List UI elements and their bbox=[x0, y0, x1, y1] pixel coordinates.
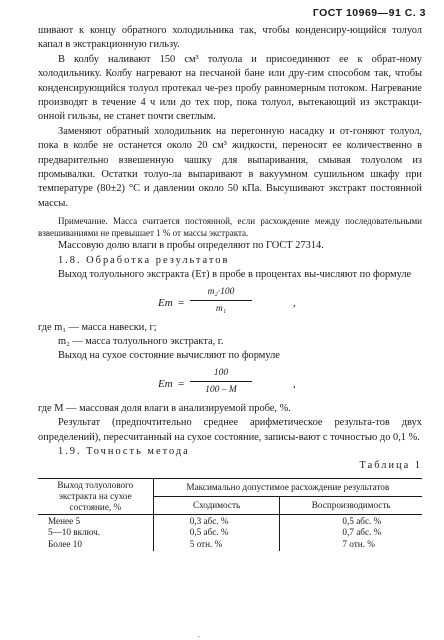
formula-1-lhs: Eт bbox=[158, 296, 173, 309]
formula-2-numerator: 100 bbox=[190, 366, 252, 382]
repeatability-value: 5 отн. % bbox=[189, 538, 223, 549]
table-header-repeatability: Сходимость bbox=[153, 496, 280, 514]
definition-m2: m₂ — масса толуольного экстракта, г. bbox=[58, 335, 224, 347]
paragraph-4: Массовую долю влаги в пробы определяют по ГОСТ 27314. bbox=[58, 240, 324, 252]
yield-value: 5—10 включ. bbox=[48, 527, 101, 538]
paragraph-2: В колбу наливают 150 см³ толуола и присоединяют ее к обрат-ному холодильнику. Колбу нагревают на песчаной бане или дру-гим способом так, чтобы конденсирующийся толуол протекал че-рез пробу равномерным потоком. Нагревание производят в течение 4 ч или до тех пор, пока толуол, вытекающий из экстракци-онной гильзы, не станет почти светлым. bbox=[38, 53, 422, 123]
formula-1-denominator: m₁ bbox=[215, 303, 227, 314]
formula-2-definitions bbox=[38, 402, 422, 416]
formula-1-fraction bbox=[190, 285, 252, 317]
page-footer-mark: . bbox=[198, 630, 200, 639]
paragraph-3: Заменяют обратный холодильник на перегонную насадку и от-гоняют толуол, пока в колбе не останется около 20 см³ жидкости, переносят ее количественно в предварительно взвешенную чашку для выпаривания, смывая толуолом из промывалки. Остатки толуо-ла выпаривают в вакуумном сушильном шкафу при температуре (80±2) °С и давлении около 50 кПа. Высушивают экстракт постоянной массы. bbox=[38, 125, 422, 209]
formula-2-denominator: 100 – M bbox=[205, 385, 237, 396]
page-header: ГОСТ 10969—91 С. 3 bbox=[312, 7, 426, 19]
note-paragraph: Примечание. Масса считается постоянной, если расхождение между последовательными взвешиваниями не превышает 1 % от массы экстракта. bbox=[38, 216, 422, 239]
paragraph-1: шивают к концу обратного холодильника так, чтобы конденсиру-ющийся толуол капал в экстракционную гильзу. bbox=[38, 25, 422, 51]
repeatability-value: 0,3 абс. % bbox=[189, 515, 229, 526]
table-cell-yield bbox=[38, 514, 153, 551]
body-text bbox=[38, 24, 422, 551]
table-header-reproducibility: Воспроизводимость bbox=[280, 496, 422, 514]
paragraph-6: Выход на сухое состояние вычисляют по формуле bbox=[58, 350, 280, 362]
table-cell-reproducibility bbox=[280, 514, 422, 551]
formula-2-fraction bbox=[190, 366, 252, 398]
formula-2-comma: , bbox=[293, 377, 296, 390]
definition-moisture: где M — массовая доля влаги в анализируемой пробе, %. bbox=[38, 402, 291, 414]
reproducibility-value: 0,5 абс. % bbox=[342, 515, 382, 526]
formula-2-lhs: Eт bbox=[158, 377, 173, 390]
section-heading-1-8: 1.8. Обработка результатов bbox=[58, 254, 230, 266]
paragraph-7: Результат (предпочтительно среднее арифметическое результа-тов двух определений), пересчитанный на сухое состояние, записы-вают с точностью до 0,1 %. bbox=[38, 417, 422, 443]
section-heading-1-9: 1.9. Точность метода bbox=[58, 445, 190, 457]
formula-extract-yield bbox=[38, 285, 422, 319]
table-row bbox=[38, 514, 422, 551]
formula-2-equals: = bbox=[178, 377, 185, 390]
table-header-group: Максимально допустимое расхождение результатов bbox=[153, 478, 422, 496]
yield-value: Менее 5 bbox=[48, 515, 81, 526]
formula-1-equals: = bbox=[178, 296, 185, 309]
reproducibility-value: 0,7 абс. % bbox=[342, 527, 382, 538]
formula-1-numerator: m₂·100 bbox=[190, 285, 252, 301]
formula-1-definitions bbox=[38, 321, 422, 350]
table-cell-repeatability bbox=[153, 514, 280, 551]
table-header-yield: Выход толуолового экстракта на сухое состояние, % bbox=[38, 478, 153, 514]
formula-dry-yield bbox=[38, 366, 422, 400]
table-caption: Таблица 1 bbox=[359, 460, 422, 472]
precision-table bbox=[38, 478, 422, 552]
yield-value: Более 10 bbox=[48, 538, 82, 549]
definition-m1: где m₁ — масса навески, г; bbox=[38, 321, 157, 333]
repeatability-value: 0,5 абс. % bbox=[189, 527, 229, 538]
formula-1-comma: , bbox=[293, 296, 296, 309]
paragraph-5: Выход толуольного экстракта (Eт) в пробе в процентах вы-числяют по формуле bbox=[58, 269, 412, 281]
reproducibility-value: 7 отн. % bbox=[342, 538, 375, 549]
